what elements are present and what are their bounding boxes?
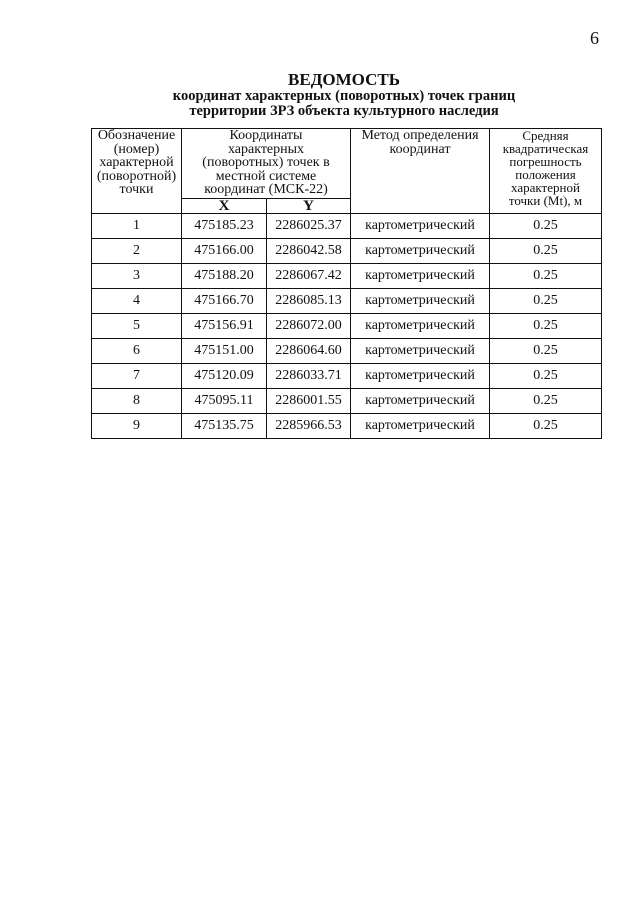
error-cell: 0.25 (490, 389, 602, 414)
x-column-header: X (182, 199, 267, 214)
x-coordinate: 475151.00 (182, 339, 267, 364)
table-row (92, 264, 602, 289)
page-number: 6 (590, 28, 599, 48)
document-subtitle-line-2: территории ЗРЗ объекта культурного наследия (189, 103, 499, 119)
header-line: (номер) (113, 141, 160, 157)
table-row (92, 239, 602, 264)
table-row (92, 314, 602, 339)
error-cell: 0.25 (490, 364, 602, 389)
y-coordinate: 2286067.42 (267, 264, 351, 289)
table-row (92, 289, 602, 314)
error-cell: 0.25 (490, 214, 602, 239)
table-row (92, 364, 602, 389)
method-cell: картометрический (351, 414, 490, 439)
y-column-header: Y (267, 199, 351, 214)
method-cell: картометрический (351, 364, 490, 389)
point-number: 7 (92, 364, 182, 389)
x-coordinate: 475166.00 (182, 239, 267, 264)
table-row (92, 214, 602, 239)
header-line: координат (МСК-22) (204, 182, 328, 197)
coordinates-table (91, 128, 602, 439)
y-coordinate: 2286042.58 (267, 239, 351, 264)
header-line: Обозначение (97, 128, 176, 143)
y-coordinate: 2285966.53 (267, 414, 351, 439)
point-number: 8 (92, 389, 182, 414)
x-coordinate: 475120.09 (182, 364, 267, 389)
method-cell: картометрический (351, 239, 490, 264)
error-cell: 0.25 (490, 314, 602, 339)
x-coordinate: 475185.23 (182, 214, 267, 239)
document-subtitle-line-1: координат характерных (поворотных) точек границ (172, 88, 516, 104)
header-line: характерной (511, 180, 580, 195)
point-designation-header (92, 129, 182, 214)
point-number: 5 (92, 314, 182, 339)
header-line: Координаты (229, 128, 303, 143)
table-row (92, 339, 602, 364)
point-number: 9 (92, 414, 182, 439)
x-coordinate: 475188.20 (182, 264, 267, 289)
header-line: характерной (99, 155, 174, 170)
error-cell: 0.25 (490, 414, 602, 439)
y-coordinate: 2286025.37 (267, 214, 351, 239)
header-line: характерных (227, 141, 305, 157)
method-cell: картометрический (351, 389, 490, 414)
document-title: ВЕДОМОСТЬ (288, 70, 400, 89)
header-line: точки (119, 182, 154, 197)
header-line: квадратическая (502, 141, 589, 156)
header-line: положения (515, 167, 576, 182)
error-cell: 0.25 (490, 339, 602, 364)
method-cell: картометрический (351, 214, 490, 239)
header-line: (поворотной) (96, 168, 177, 184)
header-line: местной системе (215, 168, 317, 184)
point-number: 4 (92, 289, 182, 314)
table-row (92, 389, 602, 414)
point-number: 3 (92, 264, 182, 289)
method-cell: картометрический (351, 339, 490, 364)
header-line: точки (Mt), м (508, 193, 583, 208)
table-row (92, 414, 602, 439)
header-line: погрешность (509, 154, 582, 169)
header-line: координат (389, 141, 451, 157)
method-cell: картометрический (351, 289, 490, 314)
point-number: 1 (92, 214, 182, 239)
point-number: 2 (92, 239, 182, 264)
x-coordinate: 475135.75 (182, 414, 267, 439)
y-coordinate: 2286085.13 (267, 289, 351, 314)
x-coordinate: 475166.70 (182, 289, 267, 314)
point-number: 6 (92, 339, 182, 364)
error-cell: 0.25 (490, 264, 602, 289)
method-header (351, 129, 490, 214)
y-coordinate: 2286072.00 (267, 314, 351, 339)
coordinates-header (182, 129, 351, 199)
y-coordinate: 2286064.60 (267, 339, 351, 364)
document-heading (0, 70, 640, 119)
y-coordinate: 2286001.55 (267, 389, 351, 414)
method-cell: картометрический (351, 264, 490, 289)
x-coordinate: 475156.91 (182, 314, 267, 339)
y-coordinate: 2286033.71 (267, 364, 351, 389)
header-line: Метод определения (361, 128, 479, 143)
header-line: Средняя (522, 128, 569, 143)
error-cell: 0.25 (490, 289, 602, 314)
error-header (490, 129, 602, 214)
error-cell: 0.25 (490, 239, 602, 264)
x-coordinate: 475095.11 (182, 389, 267, 414)
header-line: (поворотных) точек в (202, 155, 330, 170)
method-cell: картометрический (351, 314, 490, 339)
